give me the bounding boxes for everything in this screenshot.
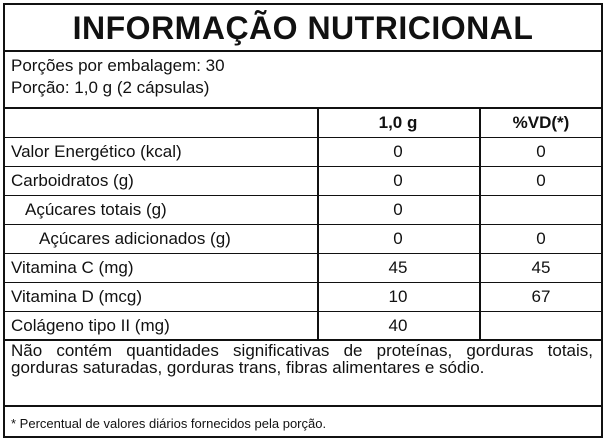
nutrient-quantity: 45	[388, 258, 408, 277]
table-row	[5, 283, 601, 312]
column-header-daily-value: %VD(*)	[512, 113, 570, 132]
footnote-divider	[5, 405, 601, 407]
nutrient-name: Açúcares adicionados (g)	[39, 229, 231, 248]
table-row	[5, 196, 601, 225]
nutrient-daily-value	[479, 196, 603, 224]
insignificant-amounts-note: Não contém quantidades significativas de proteínas, gorduras totais, gorduras saturadas, gorduras trans, fibras alimentares e sódio.	[11, 341, 593, 377]
nutrient-daily-value: 67	[531, 287, 551, 306]
nutrient-daily-value	[479, 312, 603, 339]
nutrient-daily-value: 0	[536, 142, 546, 161]
nutrient-quantity: 0	[393, 229, 403, 248]
table-row	[5, 312, 601, 341]
column-header-quantity: 1,0 g	[378, 113, 418, 132]
nutrient-name: Carboidratos (g)	[11, 171, 134, 190]
nutrient-daily-value: 45	[531, 258, 551, 277]
table-row	[5, 167, 601, 196]
column-divider	[479, 109, 481, 341]
nutrient-name: Vitamina C (mg)	[11, 258, 134, 277]
nutrient-daily-value: 0	[536, 229, 546, 248]
label-title: INFORMAÇÃO NUTRICIONAL	[72, 10, 534, 46]
table-row	[5, 254, 601, 283]
daily-value-footnote: * Percentual de valores diários fornecidos pela porção.	[11, 416, 327, 431]
nutrient-name: Açúcares totais (g)	[25, 200, 167, 219]
title-divider	[5, 50, 601, 52]
nutrient-quantity: 40	[388, 315, 408, 335]
table-row	[5, 225, 601, 254]
table-header-row	[5, 109, 601, 138]
nutrient-name: Vitamina D (mcg)	[11, 287, 142, 306]
nutrient-daily-value: 0	[536, 171, 546, 190]
nutrient-quantity: 0	[393, 142, 403, 161]
servings-per-package: Porções por embalagem: 30	[11, 56, 225, 75]
nutrient-quantity: 10	[388, 287, 408, 306]
serving-size: Porção: 1,0 g (2 cápsulas)	[11, 78, 210, 97]
nutrient-name: Colágeno tipo II (mg)	[11, 315, 170, 335]
table-row	[5, 138, 601, 167]
nutrient-name: Valor Energético (kcal)	[11, 142, 182, 161]
nutrition-facts-label	[3, 3, 603, 438]
nutrient-quantity: 0	[393, 200, 403, 219]
nutrient-quantity: 0	[393, 171, 403, 190]
column-divider	[317, 109, 319, 341]
